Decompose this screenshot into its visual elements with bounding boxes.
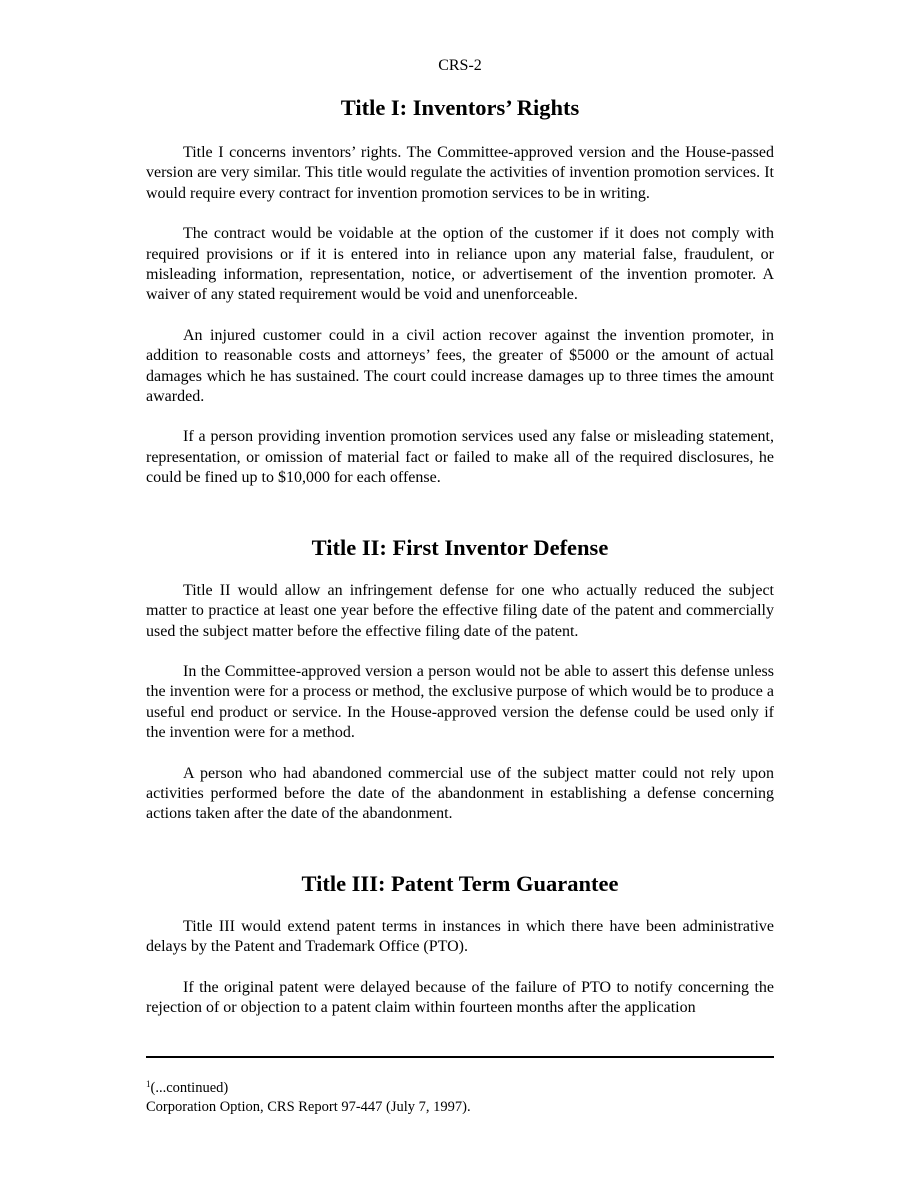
footnote-marker: 1 <box>146 1079 151 1089</box>
footnote-continued-text: (...continued) <box>150 1080 229 1096</box>
paragraph: Title III would extend patent terms in instances in which there have been administrative delays by the Patent and Trademark Office (PTO). <box>146 917 774 956</box>
paragraph: The contract would be voidable at the option of the customer if it does not comply with required provisions or if it is entered into in reliance upon any material false, fraudulent, or misleading information, representation, notice, or advertisement of the invention promoter. A waiver of any stated requirement would be void and unenforceable. <box>146 225 774 304</box>
footnote-divider <box>146 1056 774 1058</box>
document-body <box>146 94 774 1018</box>
paragraph: In the Committee-approved version a person would not be able to assert this defense unless the invention were for a process or method, the exclusive purpose of which would be to produce a useful end product or service. In the House-approved version the defense could be used only if the invention were for a method. <box>146 662 774 742</box>
paragraph: Title I concerns inventors’ rights. The Committee-approved version and the House-passed version are very similar. This title would regulate the activities of invention promotion services. It would require every contract for invention promotion services to be in writing. <box>146 144 774 202</box>
paragraph: If the original patent were delayed because of the failure of PTO to notify concerning the rejection of or objection to a patent claim within fourteen months after the application <box>146 978 774 1016</box>
paragraph: Title II would allow an infringement defense for one who actually reduced the subject matter to practice at least one year before the effective filing date of the patent and commercially used the subject matter before the effective filing date of the patent. <box>146 581 774 640</box>
section-heading-title-1: Title I: Inventors’ Rights <box>340 95 580 120</box>
paragraph: If a person providing invention promotion services used any false or misleading statement, representation, or omission of material fact or failed to make all of the required disclosures, he could be fined up to $10,000 for each offense. <box>146 428 774 487</box>
footnote-area <box>146 1075 774 1117</box>
footnote-continued <box>146 1075 774 1098</box>
section-heading-title-2: Title II: First Inventor Defense <box>311 534 609 560</box>
footnote-text: Corporation Option, CRS Report 97-447 (July 7, 1997). <box>146 1099 471 1115</box>
page-number-header: CRS-2 <box>438 57 482 74</box>
section-heading-title-3: Title III: Patent Term Guarantee <box>301 870 619 896</box>
paragraph: An injured customer could in a civil action recover against the invention promoter, in addition to reasonable costs and attorneys’ fees, the greater of $5000 or the amount of actual damages which he has sustained. The court could increase damages up to three times the amount awarded. <box>146 326 774 406</box>
paragraph: A person who had abandoned commercial use of the subject matter could not rely upon activities performed before the date of the abandonment in establishing a defense concerning actions taken after the date of the abandonment. <box>146 764 774 823</box>
